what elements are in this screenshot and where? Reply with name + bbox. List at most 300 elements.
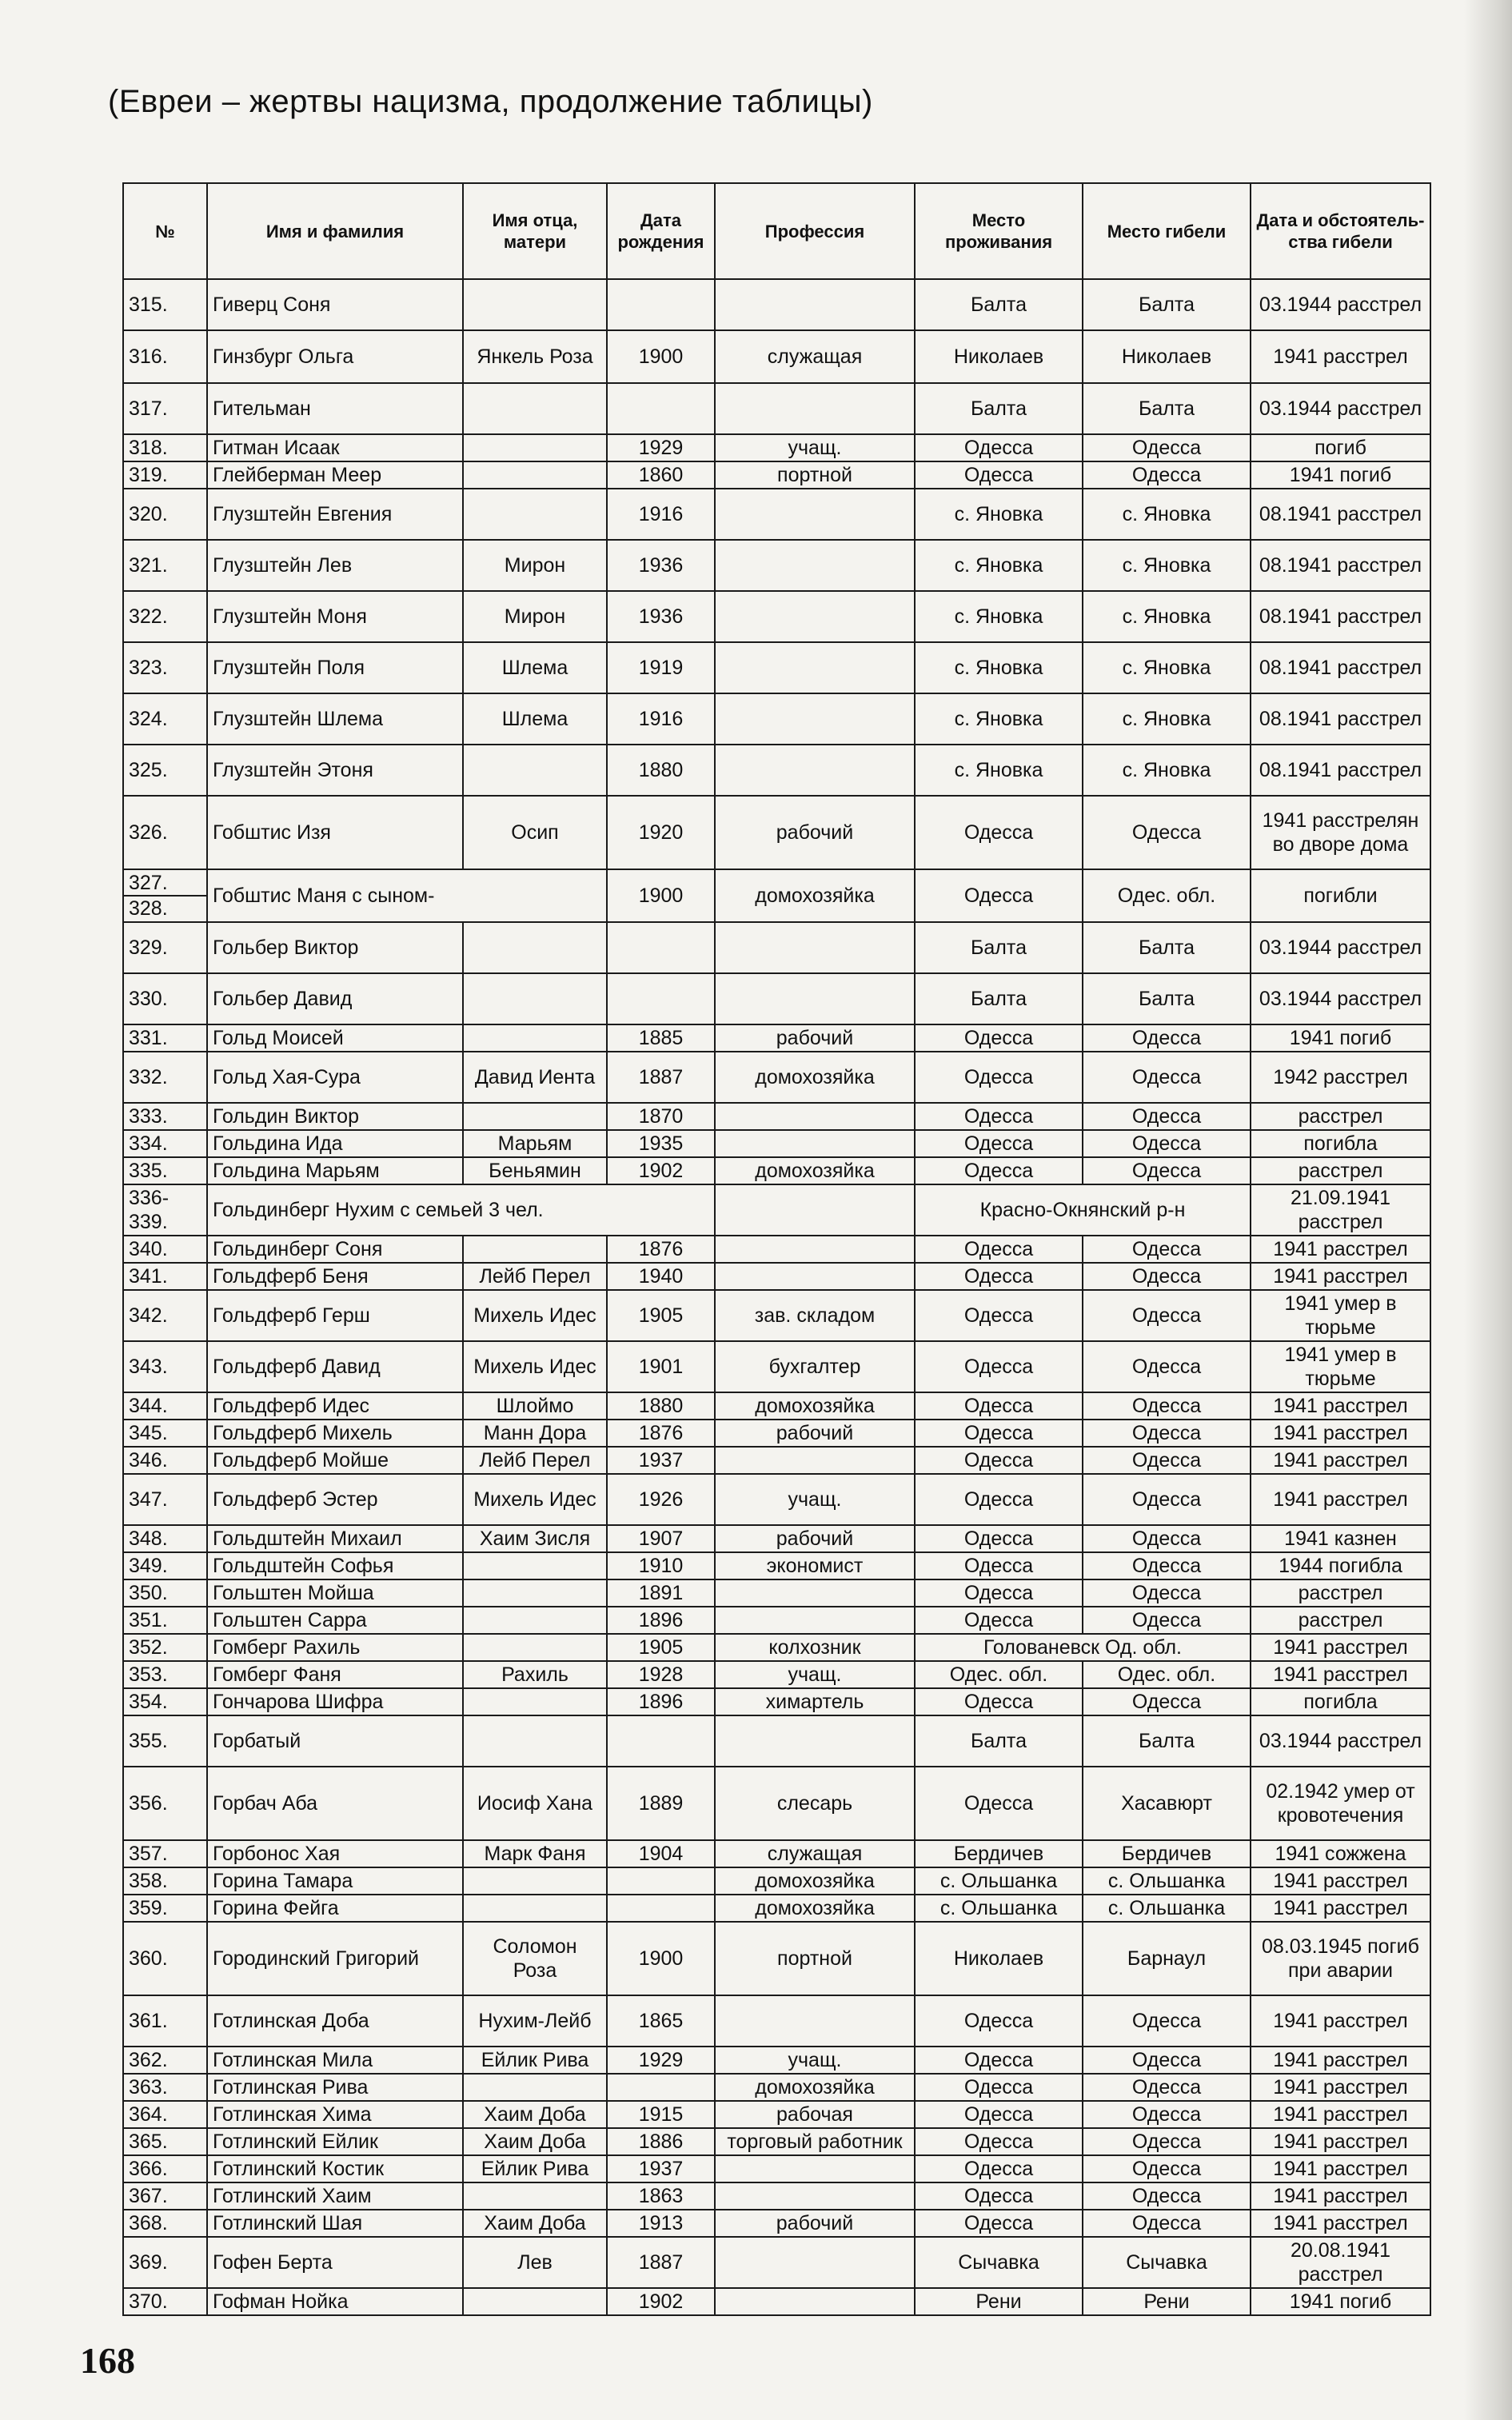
cell-num xyxy=(123,2182,207,2210)
table-row xyxy=(123,279,1430,330)
row-number: 348. xyxy=(129,1527,168,1550)
cell-residence: Одесса xyxy=(915,1688,1083,1715)
row-number: 346. xyxy=(129,1449,168,1472)
cell-profession xyxy=(715,642,915,693)
row-number: 345. xyxy=(129,1422,168,1444)
page-spine-shadow xyxy=(1464,0,1512,2420)
cell-name: Гольдферб Давид xyxy=(207,1341,463,1392)
cell-parents: Ейлик Рива xyxy=(463,2047,607,2074)
cell-parents xyxy=(463,489,607,540)
cell-residence: Голованевск Од. обл. xyxy=(915,1634,1251,1661)
cell-name: Горбатый xyxy=(207,1715,463,1767)
cell-death-place: с. Ольшанка xyxy=(1083,1867,1251,1895)
row-number: 358. xyxy=(129,1870,168,1892)
cell-birth: 1935 xyxy=(607,1130,715,1157)
cell-death-place: Одесса xyxy=(1083,1688,1251,1715)
row-number: 334. xyxy=(129,1132,168,1155)
cell-num xyxy=(123,1420,207,1447)
cell-death-place: с. Яновка xyxy=(1083,591,1251,642)
cell-residence: Одесса xyxy=(915,2210,1083,2237)
cell-parents xyxy=(463,1895,607,1922)
cell-birth: 1901 xyxy=(607,1341,715,1392)
cell-parents xyxy=(463,1634,607,1661)
table-row xyxy=(123,922,1430,973)
cell-death-place: Одесса xyxy=(1083,2047,1251,2074)
cell-profession xyxy=(715,1103,915,1130)
cell-birth: 1904 xyxy=(607,1840,715,1867)
cell-profession: домохозяйка xyxy=(715,1157,915,1184)
cell-profession: домохозяйка xyxy=(715,1867,915,1895)
cell-parents: Манн Дора xyxy=(463,1420,607,1447)
cell-residence: с. Яновка xyxy=(915,540,1083,591)
cell-death-place: Балта xyxy=(1083,973,1251,1024)
cell-residence: Одесса xyxy=(915,1052,1083,1103)
cell-name: Гительман xyxy=(207,383,463,434)
cell-residence: Балта xyxy=(915,279,1083,330)
cell-death: 1941 умер в тюрьме xyxy=(1251,1341,1430,1392)
cell-parents xyxy=(463,1103,607,1130)
cell-parents: Михель Идес xyxy=(463,1474,607,1525)
cell-residence: Бердичев xyxy=(915,1840,1083,1867)
cell-num xyxy=(123,1688,207,1715)
cell-profession xyxy=(715,1184,915,1236)
cell-death: 1941 погиб xyxy=(1251,461,1430,489)
cell-birth: 1940 xyxy=(607,1263,715,1290)
cell-parents: Хаим Зисля xyxy=(463,1525,607,1552)
cell-num xyxy=(123,383,207,434)
cell-death-place: Одесса xyxy=(1083,1157,1251,1184)
cell-birth: 1929 xyxy=(607,2047,715,2074)
cell-name: Горина Тамара xyxy=(207,1867,463,1895)
cell-num xyxy=(123,1236,207,1263)
cell-birth: 1928 xyxy=(607,1661,715,1688)
cell-name: Гиверц Соня xyxy=(207,279,463,330)
table-row xyxy=(123,540,1430,591)
table-row xyxy=(123,591,1430,642)
cell-profession xyxy=(715,2237,915,2288)
cell-num xyxy=(123,1552,207,1579)
row-number: 321. xyxy=(129,554,168,577)
cell-residence: Одесса xyxy=(915,1341,1083,1392)
cell-profession xyxy=(715,540,915,591)
cell-death-place: с. Ольшанка xyxy=(1083,1895,1251,1922)
cell-death-place: Бердичев xyxy=(1083,1840,1251,1867)
cell-birth: 1880 xyxy=(607,745,715,796)
cell-death-place: с. Яновка xyxy=(1083,540,1251,591)
cell-birth: 1913 xyxy=(607,2210,715,2237)
cell-death: 03.1944 расстрел xyxy=(1251,973,1430,1024)
cell-death-place: Балта xyxy=(1083,279,1251,330)
table-row xyxy=(123,796,1430,869)
cell-profession: слесарь xyxy=(715,1767,915,1840)
cell-birth: 1905 xyxy=(607,1290,715,1341)
cell-profession: колхозник xyxy=(715,1634,915,1661)
cell-profession xyxy=(715,1130,915,1157)
cell-death: 1941 расстрел xyxy=(1251,1392,1430,1420)
header-residence: Место проживания xyxy=(915,183,1083,279)
cell-death: 1941 расстрел xyxy=(1251,1474,1430,1525)
cell-profession xyxy=(715,1236,915,1263)
row-number: 315. xyxy=(129,294,168,316)
cell-profession: рабочая xyxy=(715,2101,915,2128)
row-number: 369. xyxy=(129,2251,168,2274)
table-row xyxy=(123,1184,1430,1236)
row-number: 327. xyxy=(124,871,206,897)
cell-profession: учащ. xyxy=(715,1474,915,1525)
row-number: 370. xyxy=(129,2290,168,2313)
cell-name: Гольдферб Беня xyxy=(207,1263,463,1290)
row-number: 336-339. xyxy=(129,1187,170,1233)
cell-birth: 1907 xyxy=(607,1525,715,1552)
cell-name: Гомберг Фаня xyxy=(207,1661,463,1688)
cell-birth: 1887 xyxy=(607,2237,715,2288)
cell-name: Гольдферб Михель xyxy=(207,1420,463,1447)
cell-death-place: Одесса xyxy=(1083,2155,1251,2182)
cell-num xyxy=(123,1290,207,1341)
row-number: 335. xyxy=(129,1160,168,1182)
row-number: 317. xyxy=(129,397,168,420)
cell-num xyxy=(123,1995,207,2047)
cell-death: 1941 расстрел xyxy=(1251,1447,1430,1474)
cell-residence: Одесса xyxy=(915,796,1083,869)
row-number: 367. xyxy=(129,2185,168,2207)
cell-num xyxy=(123,796,207,869)
cell-birth xyxy=(607,922,715,973)
cell-profession: зав. складом xyxy=(715,1290,915,1341)
table-row xyxy=(123,2155,1430,2182)
cell-name: Глузштейн Поля xyxy=(207,642,463,693)
cell-death: 1941 расстрел xyxy=(1251,1867,1430,1895)
cell-name: Гольбер Виктор xyxy=(207,922,463,973)
cell-num xyxy=(123,1579,207,1607)
table-row xyxy=(123,1661,1430,1688)
table-row xyxy=(123,1552,1430,1579)
cell-parents: Шлоймо xyxy=(463,1392,607,1420)
cell-name: Глузштейн Моня xyxy=(207,591,463,642)
cell-birth: 1902 xyxy=(607,2288,715,2315)
cell-birth: 1910 xyxy=(607,1552,715,1579)
cell-name: Глейберман Меер xyxy=(207,461,463,489)
table-row xyxy=(123,383,1430,434)
cell-num xyxy=(123,434,207,461)
cell-profession xyxy=(715,1263,915,1290)
cell-parents: Иосиф Хана xyxy=(463,1767,607,1840)
cell-birth: 1885 xyxy=(607,1024,715,1052)
row-number: 361. xyxy=(129,2010,168,2032)
cell-death: погибли xyxy=(1251,869,1430,922)
cell-death-place: Одесса xyxy=(1083,1579,1251,1607)
cell-residence: Одесса xyxy=(915,1392,1083,1420)
cell-birth: 1919 xyxy=(607,642,715,693)
cell-parents xyxy=(463,1867,607,1895)
cell-residence: с. Яновка xyxy=(915,489,1083,540)
cell-parents: Осип xyxy=(463,796,607,869)
table-row xyxy=(123,1341,1430,1392)
cell-birth xyxy=(607,973,715,1024)
cell-parents: Хаим Доба xyxy=(463,2101,607,2128)
cell-name: Готлинская Доба xyxy=(207,1995,463,2047)
cell-death: 03.1944 расстрел xyxy=(1251,383,1430,434)
cell-residence: Одесса xyxy=(915,2074,1083,2101)
cell-name: Глузштейн Евгения xyxy=(207,489,463,540)
cell-death-place: Одесса xyxy=(1083,461,1251,489)
cell-death: 08.1941 расстрел xyxy=(1251,745,1430,796)
cell-death: 21.09.1941 расстрел xyxy=(1251,1184,1430,1236)
table-row xyxy=(123,1024,1430,1052)
cell-death-place: Одесса xyxy=(1083,1392,1251,1420)
cell-death-place: Рени xyxy=(1083,2288,1251,2315)
cell-num xyxy=(123,973,207,1024)
cell-death-place: Одесса xyxy=(1083,1024,1251,1052)
cell-parents: Ейлик Рива xyxy=(463,2155,607,2182)
table-row xyxy=(123,1995,1430,2047)
cell-death-place: Одесса xyxy=(1083,2128,1251,2155)
cell-parents xyxy=(463,2288,607,2315)
cell-name: Глузштейн Шлема xyxy=(207,693,463,745)
cell-profession xyxy=(715,2288,915,2315)
cell-profession: портной xyxy=(715,461,915,489)
cell-num xyxy=(123,1715,207,1767)
table-row xyxy=(123,1840,1430,1867)
cell-residence: Одесса xyxy=(915,869,1083,922)
row-number: 322. xyxy=(129,605,168,628)
cell-name: Гончарова Шифра xyxy=(207,1688,463,1715)
cell-name: Гольдина Ида xyxy=(207,1130,463,1157)
cell-profession xyxy=(715,745,915,796)
cell-residence: с. Яновка xyxy=(915,591,1083,642)
cell-death-place: Одесса xyxy=(1083,1103,1251,1130)
cell-death: 1941 расстрел xyxy=(1251,1263,1430,1290)
table-row xyxy=(123,1392,1430,1420)
table-row xyxy=(123,1767,1430,1840)
cell-death: 1941 погиб xyxy=(1251,2288,1430,2315)
row-number: 330. xyxy=(129,988,168,1010)
cell-parents xyxy=(463,1688,607,1715)
table-row xyxy=(123,1157,1430,1184)
table-row xyxy=(123,642,1430,693)
cell-parents: Хаим Доба xyxy=(463,2128,607,2155)
cell-name: Гольбер Давид xyxy=(207,973,463,1024)
cell-birth: 1905 xyxy=(607,1634,715,1661)
cell-profession: рабочий xyxy=(715,1420,915,1447)
row-number: 326. xyxy=(129,821,168,844)
cell-death: 1941 расстрел xyxy=(1251,1895,1430,1922)
table-row xyxy=(123,745,1430,796)
cell-num xyxy=(123,2074,207,2101)
cell-profession xyxy=(715,1607,915,1634)
cell-profession: рабочий xyxy=(715,2210,915,2237)
table-row xyxy=(123,1922,1430,1995)
header-profession: Профессия xyxy=(715,183,915,279)
cell-profession xyxy=(715,2155,915,2182)
cell-death: расстрел xyxy=(1251,1607,1430,1634)
cell-name: Городинский Григорий xyxy=(207,1922,463,1995)
cell-birth: 1870 xyxy=(607,1103,715,1130)
cell-birth xyxy=(607,1895,715,1922)
table-row xyxy=(123,1634,1430,1661)
cell-name: Гольдферб Герш xyxy=(207,1290,463,1341)
cell-profession: портной xyxy=(715,1922,915,1995)
row-number: 324. xyxy=(129,708,168,730)
cell-birth: 1902 xyxy=(607,1157,715,1184)
row-number: 354. xyxy=(129,1691,168,1713)
cell-profession: служащая xyxy=(715,330,915,383)
cell-birth: 1900 xyxy=(607,330,715,383)
cell-death-place: Одес. обл. xyxy=(1083,869,1251,922)
table-row xyxy=(123,1607,1430,1634)
table-row xyxy=(123,1263,1430,1290)
cell-residence: Одесса xyxy=(915,1420,1083,1447)
cell-parents xyxy=(463,1715,607,1767)
row-number: 362. xyxy=(129,2049,168,2071)
row-number: 366. xyxy=(129,2158,168,2180)
cell-parents: Михель Идес xyxy=(463,1290,607,1341)
table-row xyxy=(123,1052,1430,1103)
cell-death: 08.1941 расстрел xyxy=(1251,591,1430,642)
cell-name: Гольдферб Эстер xyxy=(207,1474,463,1525)
cell-profession xyxy=(715,383,915,434)
cell-num xyxy=(123,642,207,693)
cell-parents: Мирон xyxy=(463,540,607,591)
cell-name: Гольдинберг Соня xyxy=(207,1236,463,1263)
cell-residence: Балта xyxy=(915,973,1083,1024)
cell-parents xyxy=(463,922,607,973)
cell-parents: Рахиль xyxy=(463,1661,607,1688)
cell-name: Гольдферб Идес xyxy=(207,1392,463,1420)
cell-profession xyxy=(715,1715,915,1767)
cell-death: погибла xyxy=(1251,1130,1430,1157)
cell-profession: рабочий xyxy=(715,796,915,869)
cell-death-place: Одесса xyxy=(1083,2182,1251,2210)
cell-parents: Марк Фаня xyxy=(463,1840,607,1867)
cell-name: Гольд Хая-Сура xyxy=(207,1052,463,1103)
row-number: 360. xyxy=(129,1947,168,1970)
cell-num xyxy=(123,1447,207,1474)
row-number: 331. xyxy=(129,1027,168,1049)
cell-birth: 1937 xyxy=(607,2155,715,2182)
cell-parents: Лейб Перел xyxy=(463,1263,607,1290)
cell-residence: Одесса xyxy=(915,1474,1083,1525)
row-number: 343. xyxy=(129,1356,168,1378)
row-number: 332. xyxy=(129,1066,168,1088)
row-number: 340. xyxy=(129,1238,168,1260)
cell-residence: с. Яновка xyxy=(915,642,1083,693)
cell-name: Готлинский Хаим xyxy=(207,2182,463,2210)
cell-birth: 1860 xyxy=(607,461,715,489)
table-row xyxy=(123,2210,1430,2237)
cell-birth: 1916 xyxy=(607,489,715,540)
cell-death: 1941 расстрел xyxy=(1251,1634,1430,1661)
cell-birth: 1886 xyxy=(607,2128,715,2155)
table-row xyxy=(123,2128,1430,2155)
cell-birth xyxy=(607,2074,715,2101)
table-row xyxy=(123,2047,1430,2074)
cell-parents xyxy=(463,2074,607,2101)
row-number: 341. xyxy=(129,1265,168,1288)
cell-residence: Рени xyxy=(915,2288,1083,2315)
row-number: 352. xyxy=(129,1636,168,1659)
cell-birth xyxy=(607,279,715,330)
cell-birth: 1915 xyxy=(607,2101,715,2128)
cell-death: 1942 расстрел xyxy=(1251,1052,1430,1103)
cell-birth: 1863 xyxy=(607,2182,715,2210)
cell-birth: 1929 xyxy=(607,434,715,461)
cell-residence: Одесса xyxy=(915,461,1083,489)
cell-parents xyxy=(463,1607,607,1634)
cell-profession: служащая xyxy=(715,1840,915,1867)
cell-name: Горбонос Хая xyxy=(207,1840,463,1867)
cell-num xyxy=(123,461,207,489)
row-number: 320. xyxy=(129,503,168,525)
page-number: 168 xyxy=(80,2340,135,2381)
cell-death: расстрел xyxy=(1251,1157,1430,1184)
cell-death-place: Одесса xyxy=(1083,1420,1251,1447)
cell-death-place: Одесса xyxy=(1083,1552,1251,1579)
cell-profession xyxy=(715,279,915,330)
cell-profession xyxy=(715,489,915,540)
cell-parents: Марьям xyxy=(463,1130,607,1157)
cell-profession: бухгалтер xyxy=(715,1341,915,1392)
row-number: 323. xyxy=(129,657,168,679)
cell-name: Гольдина Марьям xyxy=(207,1157,463,1184)
row-number: 368. xyxy=(129,2212,168,2234)
cell-num xyxy=(123,489,207,540)
cell-profession xyxy=(715,1579,915,1607)
cell-death: 1941 умер в тюрьме xyxy=(1251,1290,1430,1341)
cell-parents xyxy=(463,279,607,330)
cell-profession: экономист xyxy=(715,1552,915,1579)
cell-birth: 1891 xyxy=(607,1579,715,1607)
cell-residence: Одесса xyxy=(915,1263,1083,1290)
row-number: 319. xyxy=(129,464,168,486)
cell-num xyxy=(123,540,207,591)
table-row xyxy=(123,461,1430,489)
cell-parents: Нухим-Лейб xyxy=(463,1995,607,2047)
cell-birth xyxy=(607,383,715,434)
cell-name: Гольд Моисей xyxy=(207,1024,463,1052)
cell-num xyxy=(123,693,207,745)
cell-death-place: Одесса xyxy=(1083,2101,1251,2128)
cell-residence: Одесса xyxy=(915,1579,1083,1607)
cell-death-place: Одесса xyxy=(1083,434,1251,461)
table-row xyxy=(123,1525,1430,1552)
cell-parents: Давид Иента xyxy=(463,1052,607,1103)
cell-num xyxy=(123,1392,207,1420)
cell-residence: Балта xyxy=(915,922,1083,973)
cell-death-place: Одесса xyxy=(1083,1607,1251,1634)
cell-parents: Мирон xyxy=(463,591,607,642)
cell-parents: Михель Идес xyxy=(463,1341,607,1392)
row-number: 316. xyxy=(129,345,168,368)
cell-name: Глузштейн Лев xyxy=(207,540,463,591)
cell-residence: Одесса xyxy=(915,1552,1083,1579)
cell-death-place: Балта xyxy=(1083,922,1251,973)
table-row xyxy=(123,2101,1430,2128)
cell-death: 1941 расстрел xyxy=(1251,330,1430,383)
cell-name: Гитман Исаак xyxy=(207,434,463,461)
cell-parents: Соломон Роза xyxy=(463,1922,607,1995)
table-body xyxy=(123,279,1430,2315)
cell-name: Гольдштейн Софья xyxy=(207,1552,463,1579)
cell-birth xyxy=(607,1715,715,1767)
cell-death-place: Одесса xyxy=(1083,1525,1251,1552)
header-num: № xyxy=(123,183,207,279)
row-number: 349. xyxy=(129,1555,168,1577)
row-number: 329. xyxy=(129,936,168,959)
cell-num xyxy=(123,1607,207,1634)
cell-name: Гольдштейн Михаил xyxy=(207,1525,463,1552)
cell-death: 1941 расстрел xyxy=(1251,2074,1430,2101)
